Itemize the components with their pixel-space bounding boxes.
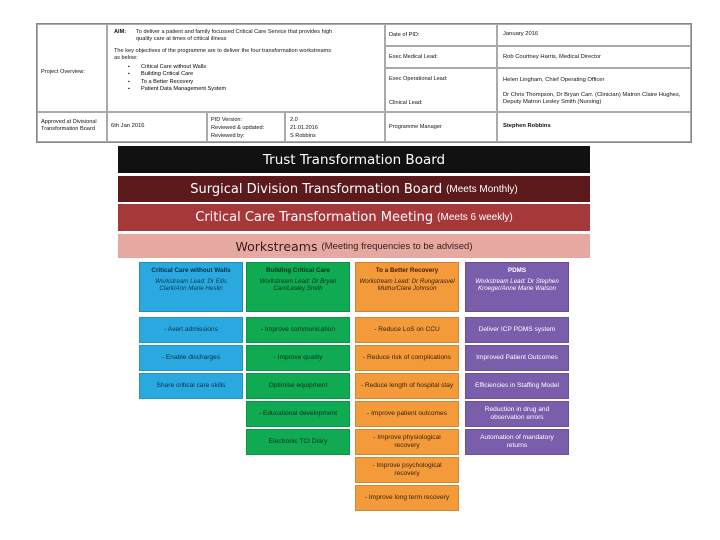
date-of-pid-label: Date of PID: bbox=[389, 32, 420, 38]
programme-manager-label: Programme Manager bbox=[389, 124, 442, 130]
workstream-item: - Improve physiological recovery bbox=[355, 429, 459, 455]
band-title: Surgical Division Transformation Board bbox=[190, 181, 443, 197]
workstream-name: PDMS bbox=[507, 267, 527, 274]
aim-text: To deliver a patient and family focussed Critical Care Service that provides high quality care at times of critical illness bbox=[136, 29, 333, 42]
pid-values-cell bbox=[285, 112, 385, 142]
workstream-item: - Improve quality bbox=[246, 345, 350, 371]
workstream-lead: Workstream Lead: Dr Ellis Clark/Ann Marie Heslin bbox=[155, 277, 227, 293]
pid-version-label: PID Version: bbox=[211, 117, 243, 123]
objective-item: ▪ Patient Data Management System bbox=[114, 86, 380, 93]
critical-care-meeting-band bbox=[118, 204, 590, 231]
reviewed-updated-value: 21.01.2016 bbox=[290, 125, 318, 131]
aim-label: AIM: bbox=[114, 29, 127, 35]
workstream-item: Electronic TCI Diary bbox=[246, 429, 350, 455]
objective-item: ▪ Critical Care without Walls bbox=[114, 64, 380, 71]
medical-lead-value-cell bbox=[497, 46, 691, 68]
workstream-item: Reduction in drug and observation errors bbox=[465, 401, 569, 427]
exec-operational-lead-value: Helen Lingham, Chief Operating Officer bbox=[503, 77, 605, 83]
workstream-lead: Workstream Lead: Dr Bryan Carr/Lesley Smith bbox=[259, 277, 337, 293]
workstream-header-to-a-better-recovery bbox=[355, 262, 459, 312]
band-meeting-frequency: (Meeting frequencies to be advised) bbox=[321, 240, 473, 252]
date-of-pid-value: January 2016 bbox=[503, 31, 539, 37]
band-title: Trust Transformation Board bbox=[262, 151, 446, 168]
project-info-table bbox=[36, 23, 692, 143]
approved-cell bbox=[37, 112, 107, 142]
workstream-item: Optimise equipment bbox=[246, 373, 350, 399]
workstream-header-critical-care-without-walls bbox=[139, 262, 243, 312]
workstream-name: To a Better Recovery bbox=[375, 267, 439, 274]
programme-manager-label-cell bbox=[385, 112, 497, 142]
workstream-item: - Reduce LoS on CCU bbox=[355, 317, 459, 343]
workstream-item: - Improve long term recovery bbox=[355, 485, 459, 511]
workstream-item: - Reduce risk of complications bbox=[355, 345, 459, 371]
objectives-list bbox=[114, 64, 380, 94]
workstream-lead: Workstream Lead: Dr Rungarasvel Muthu/Clare Johnson bbox=[359, 277, 455, 293]
workstream-item: - Improve communication bbox=[246, 317, 350, 343]
workstream-name: Critical Care without Walls bbox=[151, 267, 231, 274]
trust-transformation-board-band bbox=[118, 146, 590, 173]
aim-cell bbox=[107, 24, 385, 112]
band-title: Workstreams bbox=[235, 238, 318, 254]
project-overview-label: Project Overview: bbox=[41, 69, 85, 75]
band-meeting-frequency: (Meets 6 weekly) bbox=[437, 212, 513, 223]
workstream-item: - Avert admissions bbox=[139, 317, 243, 343]
band-title: Critical Care Transformation Meeting bbox=[195, 210, 434, 225]
objective-item: ▪ Building Critical Care bbox=[114, 71, 380, 78]
pid-labels-cell bbox=[207, 112, 285, 142]
date-label-cell bbox=[385, 24, 497, 46]
workstream-item: - Enable discharges bbox=[139, 345, 243, 371]
workstream-item: - Improve patient outcomes bbox=[355, 401, 459, 427]
approved-date: 6th Jan 2016 bbox=[111, 123, 145, 129]
workstreams-band bbox=[118, 234, 590, 258]
workstream-item: Efficiencies in Staffing Model bbox=[465, 373, 569, 399]
workstream-item: Improved Patient Outcomes bbox=[465, 345, 569, 371]
workstream-item: - Reduce length of hospital stay bbox=[355, 373, 459, 399]
approved-label: Approved at Divisional Transformation Board bbox=[41, 119, 97, 132]
surgical-division-board-band bbox=[118, 176, 590, 202]
reviewed-by-value: S Robbins bbox=[290, 133, 316, 139]
workstream-item: Deliver ICP PDMS system bbox=[465, 317, 569, 343]
approved-date-cell bbox=[107, 112, 207, 142]
workstream-name: Building Critical Care bbox=[265, 267, 331, 274]
objective-item: ▪ To a Better Recovery bbox=[114, 79, 380, 86]
reviewed-by-label: Reviewed by: bbox=[211, 133, 245, 139]
lead-values-cell bbox=[497, 68, 691, 112]
objectives-intro: The key objectives of the programme are to deliver the four transformation workstreams as below: bbox=[114, 47, 332, 61]
exec-medical-lead-label: Exec Medical Lead: bbox=[389, 54, 438, 60]
workstream-item: Share critical care skills bbox=[139, 373, 243, 399]
clinical-lead-value: Dr Chris Thompson, Dr Bryan Carr. (Clinician) Matron Claire Hughes, Deputy Matron Lesley Smith (Nursing) bbox=[503, 92, 681, 106]
reviewed-updated-label: Reviewed & updated: bbox=[211, 125, 265, 131]
workstream-item: Automation of mandatory returns bbox=[465, 429, 569, 455]
exec-medical-lead-value: Rob Courtney Harris, Medical Director bbox=[503, 54, 601, 60]
date-value-cell bbox=[497, 24, 691, 46]
project-overview-cell bbox=[37, 24, 107, 112]
medical-lead-label-cell bbox=[385, 46, 497, 68]
workstream-item: - Improve psychological recovery bbox=[355, 457, 459, 483]
lead-labels-cell bbox=[385, 68, 497, 112]
pid-version-value: 2.0 bbox=[290, 117, 298, 123]
clinical-lead-label: Clinical Lead: bbox=[389, 100, 423, 106]
band-meeting-frequency: (Meets Monthly) bbox=[446, 183, 518, 195]
workstream-header-building-critical-care bbox=[246, 262, 350, 312]
workstream-lead: Workstream Lead: Dr Stephen Kroeger/Anne Marie Watson bbox=[475, 277, 559, 293]
programme-manager-value: Stephen Robbins bbox=[503, 123, 551, 129]
workstream-item: - Educational development bbox=[246, 401, 350, 427]
programme-manager-value-cell bbox=[497, 112, 691, 142]
workstream-header-pdms bbox=[465, 262, 569, 312]
exec-operational-lead-label: Exec Operational Lead: bbox=[389, 76, 448, 82]
